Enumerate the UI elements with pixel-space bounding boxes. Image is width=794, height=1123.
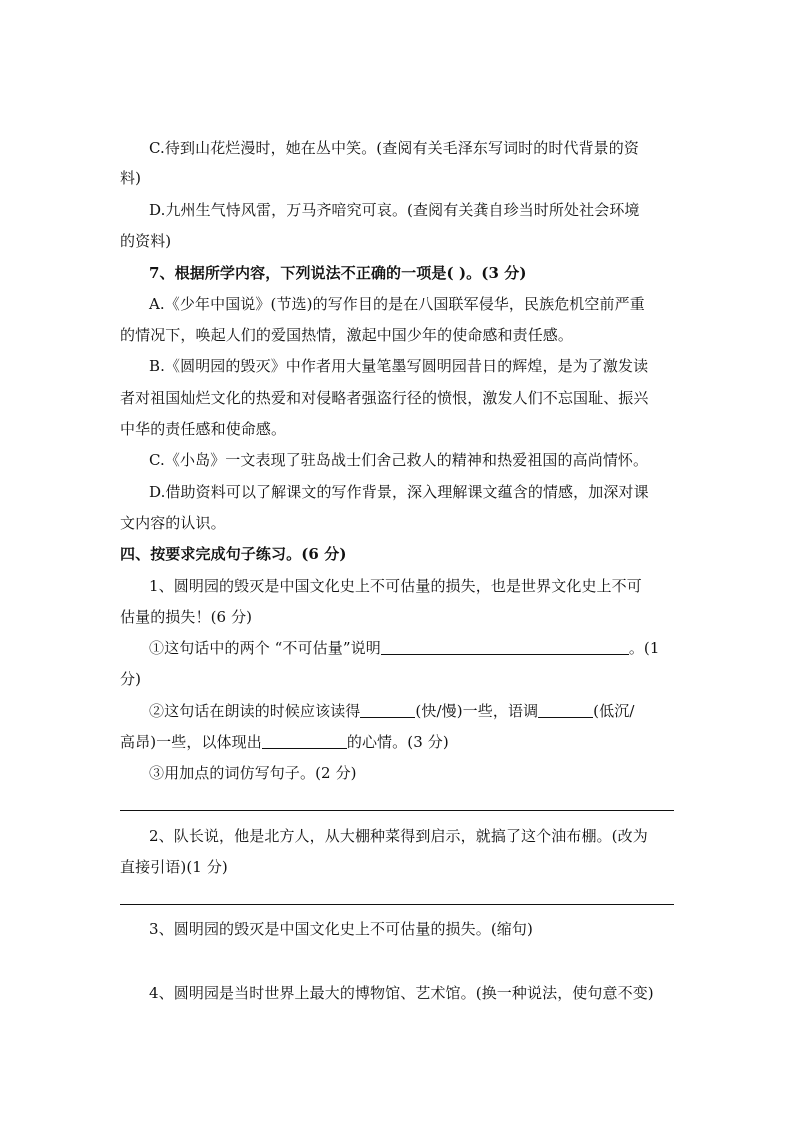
sub3: ③用加点的词仿写句子。(2 分) <box>149 764 357 782</box>
sub2-tone-blank[interactable] <box>538 703 593 718</box>
q7-stem: 7、根据所学内容，下列说法不正确的一项是( )。(3 分) <box>149 264 527 282</box>
sub1-tail: 。(1 <box>628 639 660 657</box>
sub2-part1: ②这句话在朗读的时候应该读得 <box>149 702 361 720</box>
q6-option-c-line1: C.待到山花烂漫时，她在丛中笑。(查阅有关毛泽东写词时的时代背景的资 <box>149 139 639 157</box>
item2-line2: 直接引语)(1 分) <box>120 858 228 876</box>
sub2-speed-blank[interactable] <box>360 703 415 718</box>
q7-option-a-line1: A.《少年中国说》(节选)的写作目的是在八国联军侵华，民族危机空前严重 <box>149 295 645 313</box>
q7-option-a-line2: 的情况下，唤起人们的爱国热情，激起中国少年的使命感和责任感。 <box>120 326 574 344</box>
item2-line1: 2、队长说，他是北方人，从大棚种菜得到启示，就搞了这个油布棚。(改为 <box>149 827 648 845</box>
q6-option-d-line1: D.九州生气恃风雷，万马齐喑究可哀。(查阅有关龚自珍当时所处社会环境 <box>149 201 640 219</box>
sub1-answer-blank[interactable] <box>381 640 629 655</box>
sub2-feeling-blank[interactable] <box>262 734 347 749</box>
sub3-answer-line[interactable] <box>120 810 674 811</box>
item4: 4、圆明园是当时世界上最大的博物馆、艺术馆。(换一种说法，使句意不变) <box>149 984 654 1002</box>
sub2-part2: (快/慢)一些，语调 <box>415 702 539 720</box>
q6-option-c-line2: 料) <box>120 169 142 187</box>
q7-option-b-line3: 中华的责任感和使命感。 <box>120 420 287 438</box>
item2-answer-line[interactable] <box>120 904 674 905</box>
sub1-line2: 分) <box>120 670 142 688</box>
sub1-line1 <box>149 637 660 659</box>
q7-option-b-line1: B.《圆明园的毁灭》中作者用大量笔墨写圆明园昔日的辉煌，是为了激发读 <box>149 357 649 375</box>
q7-option-b-line2: 者对祖国灿烂文化的热爱和对侵略者强盗行径的愤恨，激发人们不忘国耻、振兴 <box>120 389 649 407</box>
q6-option-d-line2: 的资料) <box>120 232 172 250</box>
q7-option-d-line1: D.借助资料可以了解课文的写作背景，深入理解课文蕴含的情感，加深对课 <box>149 483 649 501</box>
item1-line2: 估量的损失！(6 分) <box>120 608 253 626</box>
item3: 3、圆明园的毁灭是中国文化史上不可估量的损失。(缩句) <box>149 920 533 938</box>
sub2-part3: (低沉/ <box>593 702 635 720</box>
sub2-line2 <box>120 731 449 753</box>
sub2-line1 <box>149 700 634 722</box>
sub2-line2-part1: 高昂)一些，以体现出 <box>120 733 262 751</box>
q7-option-c: C.《小岛》一文表现了驻岛战士们舍己救人的精神和热爱祖国的高尚情怀。 <box>149 451 649 469</box>
q7-option-d-line2: 文内容的认识。 <box>120 514 226 532</box>
item1-line1: 1、圆明园的毁灭是中国文化史上不可估量的损失，也是世界文化史上不可 <box>149 577 642 595</box>
sub1-text: ①这句话中的两个 “不可估量”说明 <box>149 639 381 657</box>
section4-heading: 四、按要求完成句子练习。(6 分) <box>120 545 347 563</box>
sub2-line2-part2: 的心情。(3 分) <box>346 733 449 751</box>
